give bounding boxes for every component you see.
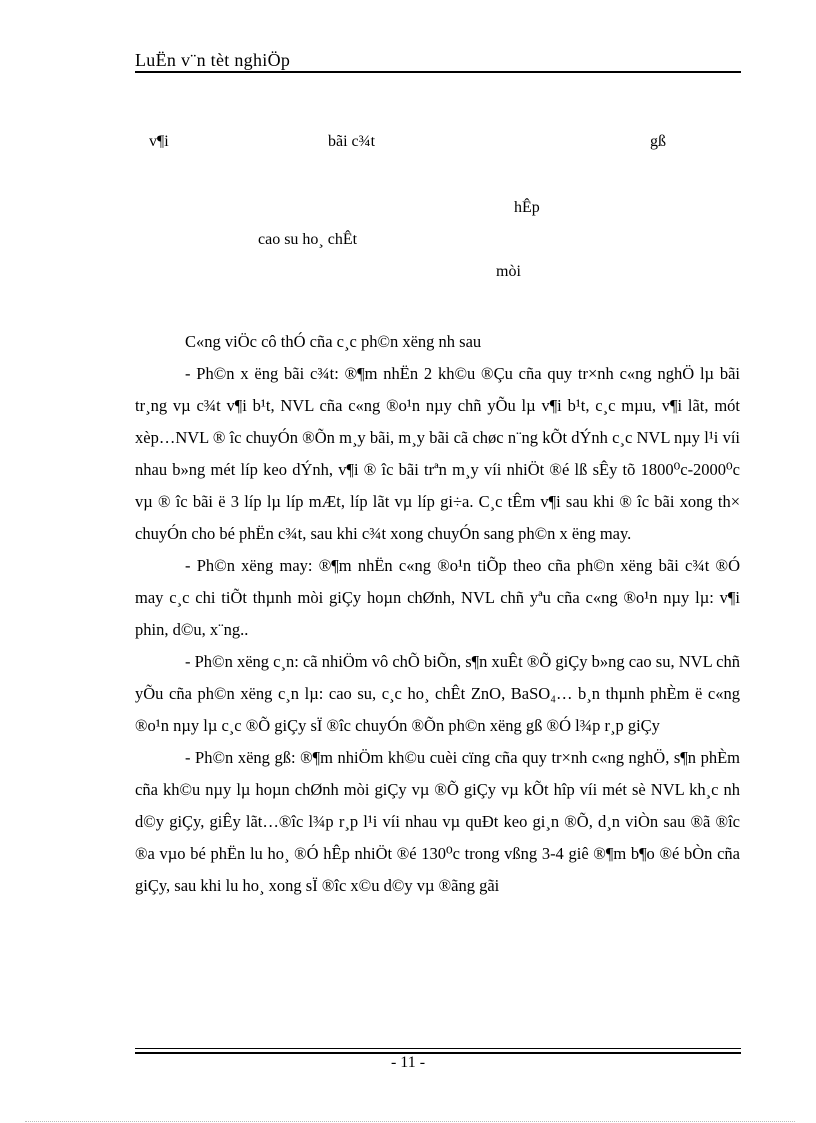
label-moi: mòi [496, 263, 521, 280]
label-hap: hÊp [514, 199, 540, 216]
page-number: - 11 - [390, 1054, 426, 1071]
label-cao-su-hoa-chat: cao su ho¸ chÊt [258, 231, 358, 248]
intro-paragraph: C«ng viÖc cô thÓ cña c¸c ph©n xëng nh sau [185, 332, 482, 351]
page-header-title: LuËn v¨n tèt nghiÖp [135, 50, 291, 70]
label-go: gß [650, 133, 666, 150]
footer-rule-thin [135, 1048, 741, 1049]
paragraph-may: - Ph©n xëng may: ®¶m nhËn c«ng ®o¹n tiÕp theo cña ph©n xëng bãi c¾t ®Ó may c¸c chi tiÕt thµnh mòi giÇy hoµn chØnh, NVL chñ yªu cña c«ng ®o¹n nµy lµ: v¶i phin, d©u, x¨ng.. [135, 556, 740, 639]
paragraph-can: - Ph©n xëng c¸n: cã nhiÖm vô chÕ biÕn, s¶n xuÊt ®Õ giÇy b»ng cao su, NVL chñ yÕu cña ph©n xëng c¸n lµ: cao su, c¸c ho¸ chÊt ZnO, BaSO₄… b¸n thµnh phÈm ë c«ng ®o¹n nµy lµ c¸c ®Õ giÇy sÏ ®îc chuyÓn ®Õn ph©n xëng gß ®Ó l¾p r¸p giÇy [135, 652, 740, 735]
paragraph-go: - Ph©n xëng gß: ®¶m nhiÖm kh©u cuèi cïng cña quy tr×nh c«ng nghÖ, s¶n phÈm cña kh©u nµy lµ hoµn chØnh mòi giÇy vµ ®Õ giÇy vµ kÕt hîp víi mét sè NVL kh¸c nh d©y giÇy, giÊy lãt…®îc l¾p r¸p l¹i víi nhau vµ quÐt keo gi¸n ®Õ, d¸n viÒn sau ®ã ®îc ®a vµo bé phËn lu ho¸ ®Ó hÊp nhiÖt ®é 130⁰c trong vßng 3-4 giê ®¶m b¶o ®é bÒn cña giÇy, sau khi lu ho¸ xong sÏ ®îc x©u d©y vµ ®ãng gãi [135, 748, 740, 895]
page-bottom-divider [25, 1121, 795, 1122]
body-text [135, 326, 740, 902]
label-vai: v¶i [149, 133, 169, 150]
header-rule [135, 71, 741, 73]
label-boi-cat: bãi c¾t [328, 133, 376, 150]
paragraph-boi-cat: - Ph©n x ëng bãi c¾t: ®¶m nhËn 2 kh©u ®Çu cña quy tr×nh c«ng nghÖ lµ bãi tr¸ng vµ c¾t v¶i b¹t, NVL cña c«ng ®o¹n nµy chñ yÕu lµ v¶i b¹t, c¸c mµu, v¶i lãt, mót xèp…NVL ® îc chuyÓn ®Õn m¸y bãi, m¸y bãi cã chøc n¨ng kÕt dÝnh c¸c NVL nµy l¹i víi nhau b»ng mét líp keo dÝnh, v¶i ® îc bãi trªn m¸y víi nhiÖt ®é lß sÊy tõ 1800⁰c-2000⁰c vµ ® îc bãi ë 3 líp lµ líp mÆt, líp lãt vµ líp gi÷a. C¸c tÊm v¶i sau khi ® îc bãi xong th× chuyÓn cho bé phËn c¾t, sau khi c¾t xong chuyÓn sang ph©n x ëng may. [135, 364, 740, 543]
